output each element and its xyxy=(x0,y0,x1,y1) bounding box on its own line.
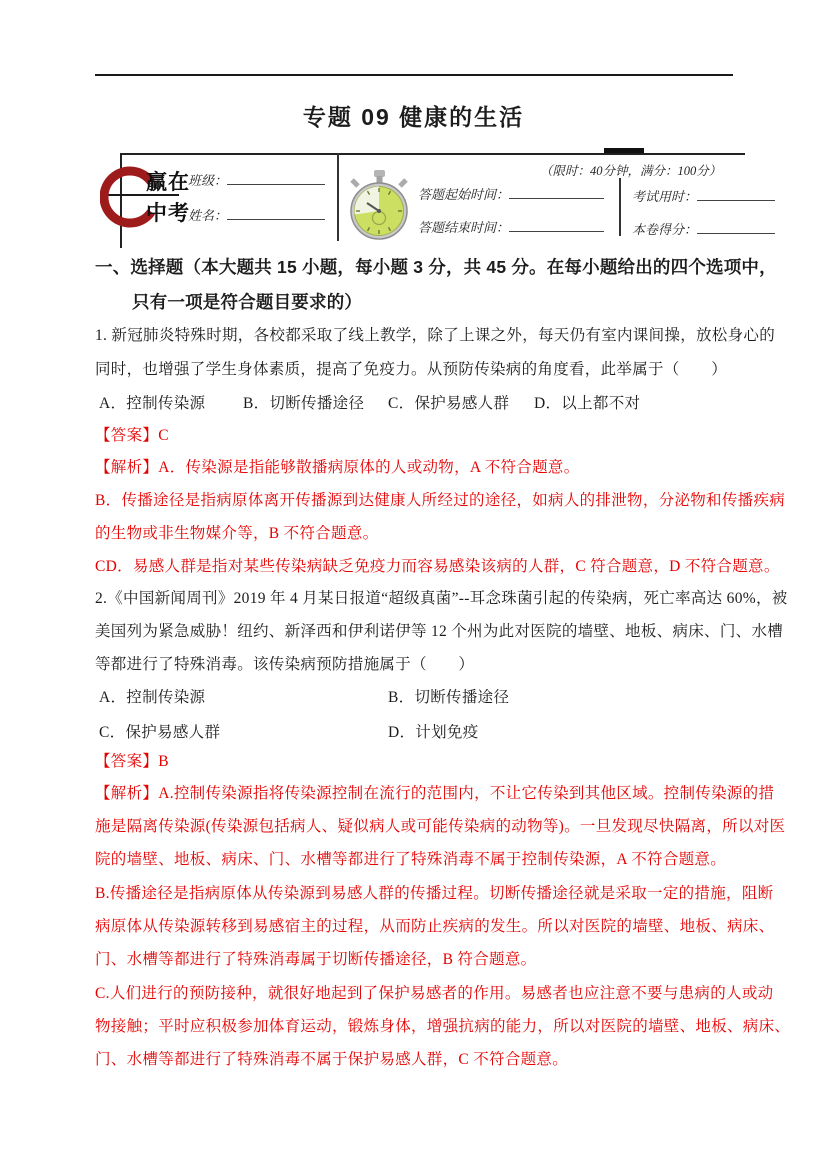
class-field xyxy=(227,171,325,185)
section-heading-line-1: 一、选择题（本大题共 15 小题，每小题 3 分，共 45 分。在每小题给出的四个选项中， xyxy=(95,257,777,277)
q2-analysis-line: 门、水槽等都进行了特殊消毒不属于保护易感人群，C 不符合题意。 xyxy=(95,1051,569,1068)
q2-stem-line: 2.《中国新闻周刊》2019 年 4 月某日报道“超级真菌”--耳念珠菌引起的传染病，死亡率高达 60%，被 xyxy=(95,590,788,607)
q2-analysis-line: 【解析】A.控制传染源指将传染源控制在流行的范围内，不让它传染到其他区域。控制传染源的措 xyxy=(95,785,775,802)
start-time-row xyxy=(418,184,604,203)
name-row xyxy=(188,205,325,224)
duration-label: 考试用时： xyxy=(632,189,698,204)
class-label: 班级： xyxy=(188,173,228,188)
duration-row xyxy=(632,186,775,205)
q2-stem-line: 等都进行了特殊消毒。该传染病预防措施属于（ ） xyxy=(95,656,475,673)
logo-text-bottom: 中考 xyxy=(146,202,190,225)
top-rule xyxy=(95,74,733,76)
class-row xyxy=(188,170,325,189)
q2-analysis-line: B.传播途径是指病原体从传染源到易感人群的传播过程。切断传播途径就是采取一定的措施，阻断 xyxy=(95,885,774,902)
scorebox-divider-1 xyxy=(337,153,339,241)
end-time-label: 答题结束时间： xyxy=(418,220,510,235)
scorebox-top-dash xyxy=(604,148,644,153)
q2-option-d: D．计划免疫 xyxy=(388,724,479,741)
q1-option-b: B．切断传播途径 xyxy=(243,395,365,412)
page-title: 专题 09 健康的生活 xyxy=(302,104,525,130)
section-heading-line-2: 只有一项是符合题目要求的） xyxy=(132,292,363,312)
score-row xyxy=(632,219,775,238)
stopwatch-icon xyxy=(346,169,412,241)
score-field xyxy=(697,220,775,234)
scorebox-divider-2 xyxy=(619,178,621,236)
q2-analysis-line: C.人们进行的预防接种，就很好地起到了保护易感者的作用。易感者也应注意不要与患病的人或动 xyxy=(95,985,774,1002)
q1-option-d: D．以上都不对 xyxy=(534,395,641,412)
q2-analysis-line: 院的墙壁、地板、病床、门、水槽等都进行了特殊消毒不属于控制传染源，A 不符合题意。 xyxy=(95,851,727,868)
score-label: 本卷得分： xyxy=(632,222,698,237)
q1-analysis-line: 的生物或非生物媒介等，B 不符合题意。 xyxy=(95,525,379,542)
q2-analysis-line: 病原体从传染源转移到易感宿主的过程，从而防止疾病的发生。所以对医院的墙壁、地板、病床、 xyxy=(95,918,775,935)
q2-option-a: A．控制传染源 xyxy=(99,689,206,706)
scorebox-top-border xyxy=(120,153,745,155)
q2-options-row-1 xyxy=(95,685,740,707)
q2-analysis-line: 门、水槽等都进行了特殊消毒属于切断传播途径，B 符合题意。 xyxy=(95,951,537,968)
q1-options-row xyxy=(95,391,740,413)
end-time-row xyxy=(418,217,604,236)
q2-options-row-2 xyxy=(95,720,740,742)
logo-text-top: 赢在 xyxy=(146,171,190,194)
end-time-field xyxy=(509,218,604,232)
name-field xyxy=(227,206,325,220)
q1-analysis-line: CD．易感人群是指对某些传染病缺乏免疫力而容易感染该病的人群，C 符合题意，D 不符合题意。 xyxy=(95,558,780,575)
q1-analysis-line: B．传播途径是指病原体离开传播源到达健康人所经过的途径，如病人的排泄物，分泌物和传播疾病 xyxy=(95,492,786,509)
q2-analysis-line: 施是隔离传染源(传染源包括病人、疑似病人或可能传染病的动物等)。一旦发现尽快隔离，所以对医 xyxy=(95,818,786,835)
q1-analysis-line: 【解析】A．传染源是指能够散播病原体的人或动物，A 不符合题意。 xyxy=(95,459,580,476)
q1-stem-line: 1. 新冠肺炎特殊时期，各校都采取了线上教学，除了上课之外，每天仍有室内课间操，放松身心的 xyxy=(95,327,776,344)
q2-option-b: B．切断传播途径 xyxy=(388,689,510,706)
name-label: 姓名： xyxy=(188,208,228,223)
start-time-field xyxy=(509,185,604,199)
start-time-label: 答题起始时间： xyxy=(418,187,510,202)
q2-option-c: C．保护易感人群 xyxy=(99,724,221,741)
q2-answer: 【答案】B xyxy=(95,753,169,770)
q1-option-c: C．保护易感人群 xyxy=(388,395,510,412)
q1-stem-line: 同时，也增强了学生身体素质，提高了免疫力。从预防传染病的角度看，此举属于（ ） xyxy=(95,361,728,378)
q1-answer: 【答案】C xyxy=(95,427,169,444)
limit-note: （限时：40分钟，满分：100分） xyxy=(540,164,722,178)
q2-stem-line: 美国列为紧急威胁！纽约、新泽西和伊利诺伊等 12 个州为此对医院的墙壁、地板、病床、门、水槽 xyxy=(95,623,784,640)
q2-analysis-line: 物接触；平时应积极参加体育运动，锻炼身体，增强抗病的能力，所以对医院的墙壁、地板、病床、 xyxy=(95,1018,791,1035)
q1-option-a: A．控制传染源 xyxy=(99,395,206,412)
duration-field xyxy=(697,187,775,201)
